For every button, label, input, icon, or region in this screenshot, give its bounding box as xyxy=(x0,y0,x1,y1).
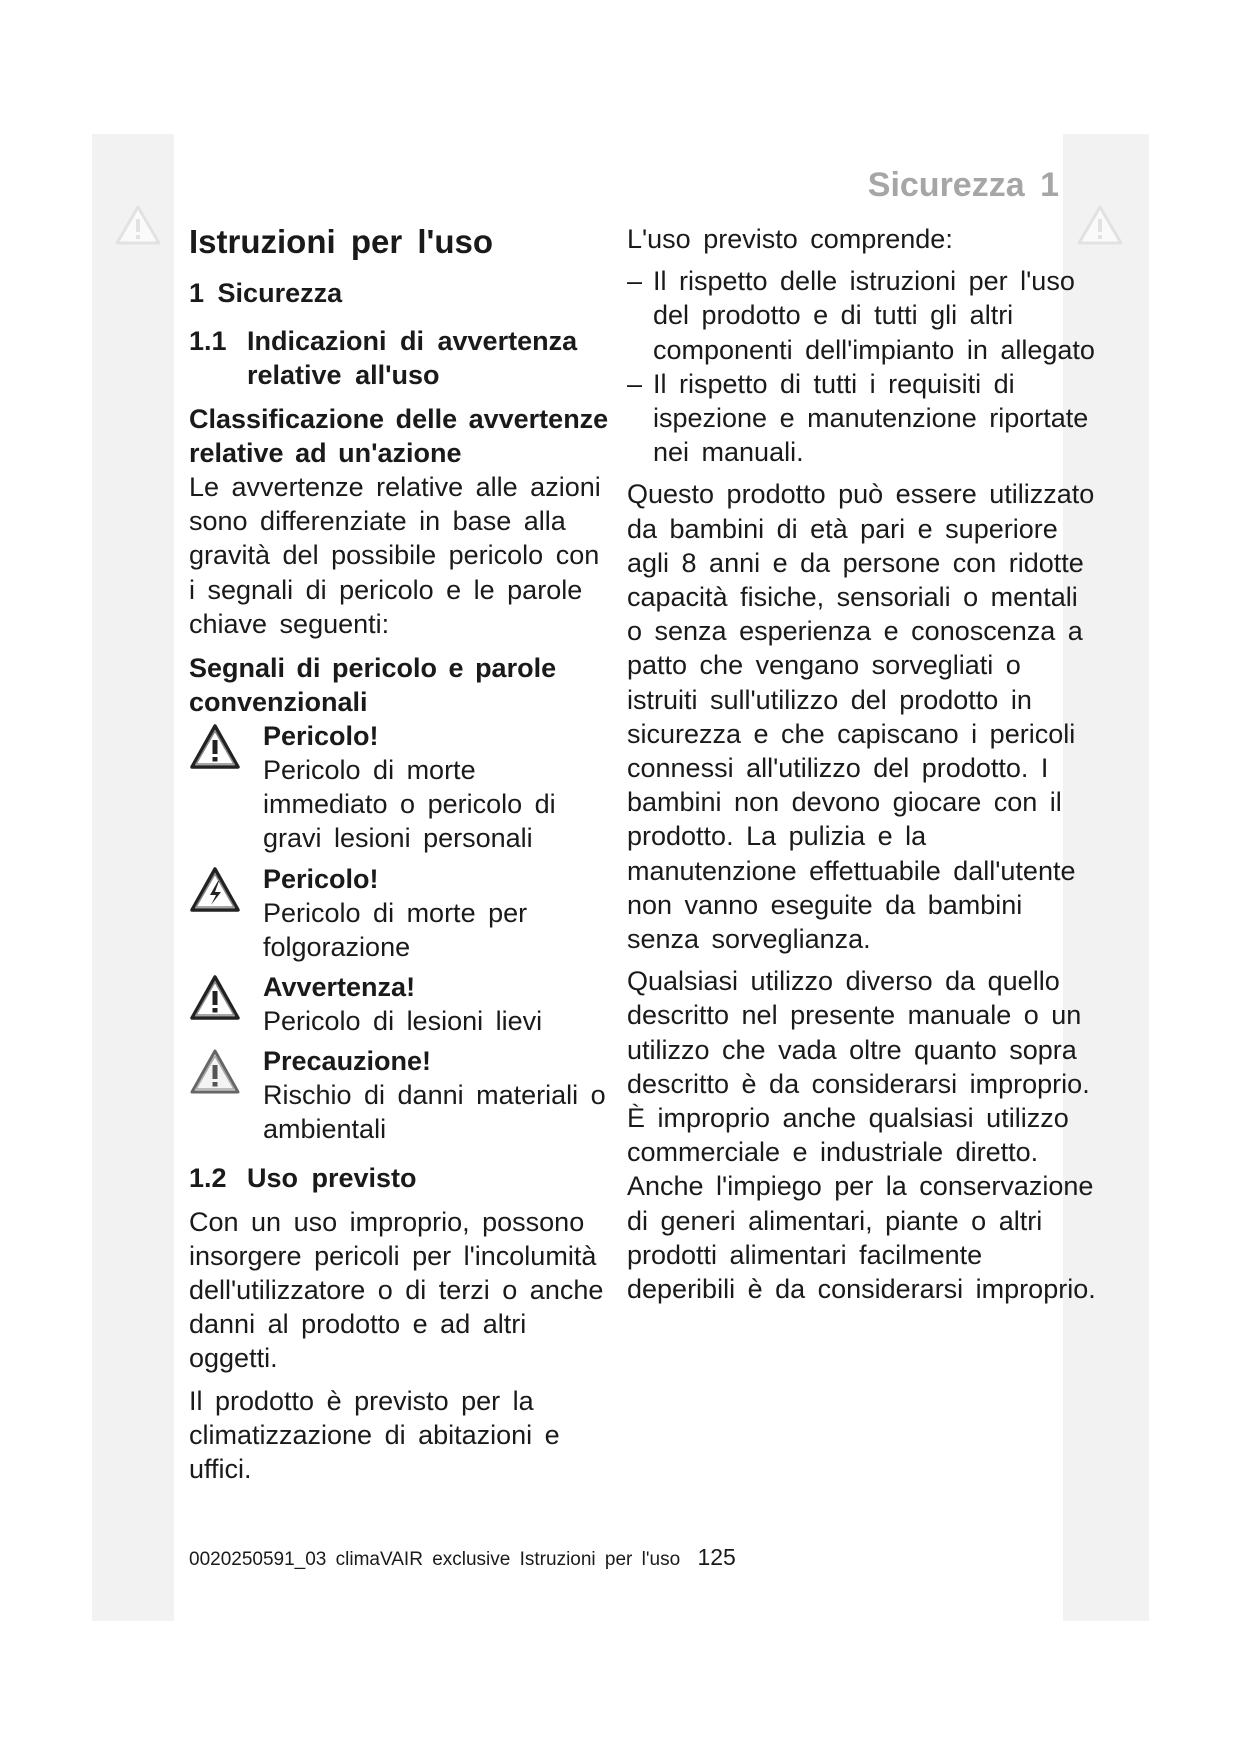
subsection-1-2-heading xyxy=(189,1161,609,1195)
section-title: Sicurezza xyxy=(217,278,343,308)
use-paragraph-1: Con un uso improprio, possono insorgere pericoli per l'incolumità dell'utilizzatore o di terzi o anche danni al prodotto e ad altri oggetti. xyxy=(189,1206,604,1374)
list-dash: – xyxy=(627,368,643,399)
subsection-number: 1.1 xyxy=(189,326,227,356)
chapter-number: 1 xyxy=(1040,166,1059,204)
left-margin-strip xyxy=(92,134,174,1621)
signals-heading: Segnali di pericolo e parole convenzionali xyxy=(189,653,557,718)
left-column xyxy=(189,222,609,1486)
warning-text: Pericolo di morte immediato o pericolo di gravi lesioni personali xyxy=(263,755,556,854)
danger-triangle-icon xyxy=(189,723,241,771)
warning-title: Precauzione! xyxy=(263,1046,432,1077)
caution-triangle-icon xyxy=(189,1048,241,1096)
classification-heading: Classificazione delle avvertenze relative ad un'azione xyxy=(189,404,609,468)
warning-electric xyxy=(189,862,609,964)
warning-title: Pericolo! xyxy=(263,721,379,752)
footer-doc-id: 0020250591_03 climaVAIR exclusive Istruzioni per l'uso xyxy=(189,1549,681,1570)
list-item-text: Il rispetto di tutti i requisiti di ispezione e manutenzione riportate nei manuali. xyxy=(653,368,1089,468)
chapter-header xyxy=(868,166,1059,205)
page-number: 125 xyxy=(697,1544,736,1570)
right-column xyxy=(627,222,1097,1306)
warning-title: Pericolo! xyxy=(263,863,379,894)
use-paragraph-2: Il prodotto è previsto per la climatizzazione di abitazioni e uffici. xyxy=(189,1385,560,1485)
intended-use-list xyxy=(627,264,1097,469)
page-footer xyxy=(189,1544,736,1571)
subsection-1-1-heading xyxy=(189,324,609,392)
subsection-title: Uso previsto xyxy=(247,1162,417,1193)
warning-avvertenza xyxy=(189,970,609,1038)
subsection-title: Indicazioni di avvertenza relative all'uso xyxy=(247,326,578,390)
warning-title: Avvertenza! xyxy=(263,972,416,1003)
section-heading xyxy=(189,276,609,310)
intended-use-intro: L'uso previsto comprende: xyxy=(627,224,953,254)
subsection-number: 1.2 xyxy=(189,1162,227,1193)
chapter-title: Sicurezza xyxy=(867,166,1025,204)
warning-text: Rischio di danni materiali o ambientali xyxy=(263,1080,606,1145)
warning-precauzione xyxy=(189,1044,609,1146)
children-paragraph: Questo prodotto può essere utilizzato da bambini di età pari e superiore agli 8 anni e da persone con ridotte capacità fisiche, sensoriali o mentali o senza esperienza e conoscenza a patto che vengano sorvegliati o istruiti sull'utilizzo del prodotto in sicurezza e che capiscano i pericoli connessi all'utilizzo del prodotto. I bambini non devono giocare con il prodotto. La pulizia e la manutenzione effettuabile dall'utente non vanno eseguite da bambini senza sorveglianza. xyxy=(627,479,1095,955)
improper-use-paragraph: Qualsiasi utilizzo diverso da quello descritto nel presente manuale o un utilizzo che vada oltre quanto sopra descritto è da considerarsi improprio. È improprio anche qualsiasi utilizzo commerciale e industriale diretto. Anche l'impiego per la conservazione di generi alimentari, piante o altri prodotti alimentari facilmente deperibili è da considerarsi improprio. xyxy=(627,966,1096,1305)
edge-warning-triangle-icon xyxy=(114,204,162,246)
list-dash: – xyxy=(627,266,643,297)
electric-danger-triangle-icon xyxy=(189,866,241,914)
list-item xyxy=(627,367,1097,470)
warning-danger xyxy=(189,719,609,856)
section-number: 1 xyxy=(189,278,205,308)
warning-triangle-icon xyxy=(189,974,241,1022)
document-title: Istruzioni per l'uso xyxy=(189,223,494,260)
list-item xyxy=(627,264,1097,367)
classification-text: Le avvertenze relative alle azioni sono differenziate in base alla gravità del possibile pericolo con i segnali di pericolo e le parole chiave seguenti: xyxy=(189,472,601,639)
warning-text: Pericolo di lesioni lievi xyxy=(263,1006,543,1037)
list-item-text: Il rispetto delle istruzioni per l'uso del prodotto e di tutti gli altri componenti dell'impianto in allegato xyxy=(653,266,1095,365)
warning-text: Pericolo di morte per folgorazione xyxy=(263,897,528,962)
